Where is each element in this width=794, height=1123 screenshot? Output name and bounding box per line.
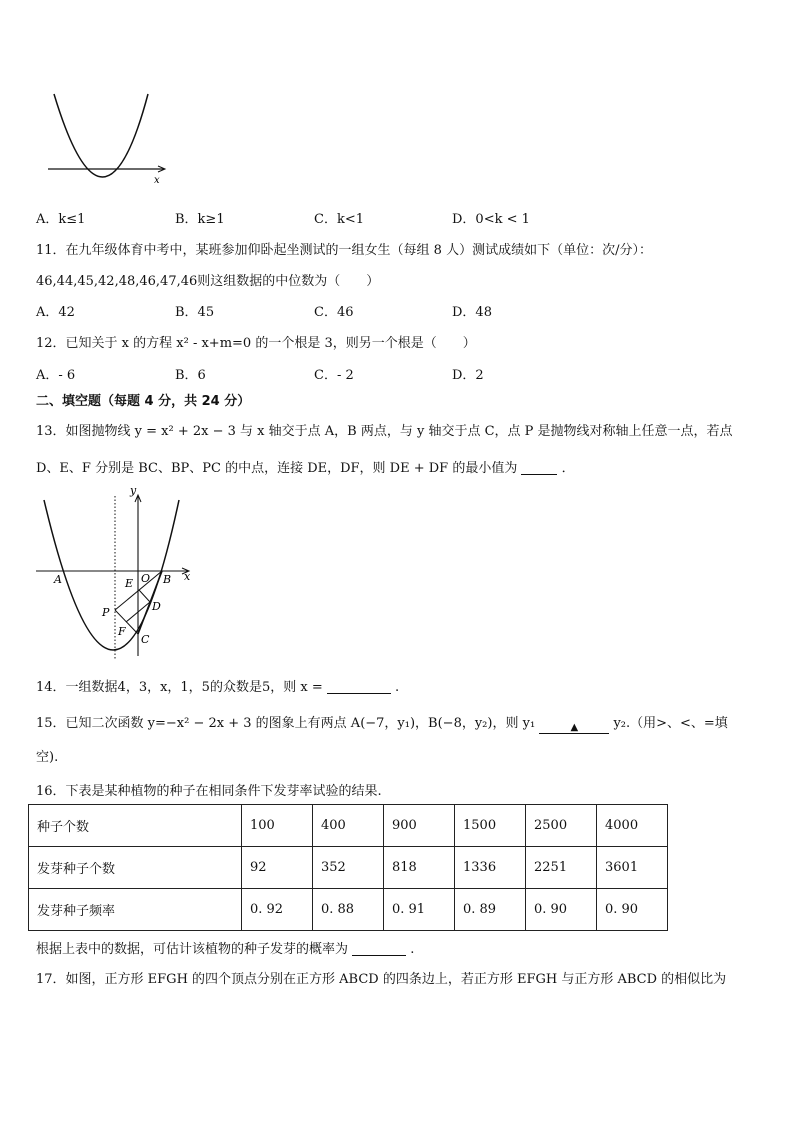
q13-label-f: F [118, 625, 126, 638]
table-row [29, 847, 668, 889]
q13-answer-blank[interactable] [521, 460, 557, 475]
q13-text-line2-body: D、E、F 分别是 BC、BP、PC 的中点，连接 DE，DF，则 DE + DF 的最小值为 [36, 461, 518, 476]
q13-label-y: y [130, 484, 137, 497]
q11-option-c: C．46 [314, 305, 354, 320]
q10-option-b: B．k≥1 [175, 212, 225, 227]
q13-label-b: B [163, 573, 172, 586]
table-cell: 种子个数 [29, 805, 242, 847]
table-cell: 900 [384, 805, 455, 847]
q13-segment-de [139, 590, 150, 602]
q13-label-d: D [152, 600, 161, 613]
q11-option-d: D．48 [452, 305, 492, 320]
q12-option-a: A．- 6 [36, 368, 76, 383]
q12-option-b: B．6 [175, 368, 206, 383]
q11-option-a: A．42 [36, 305, 75, 320]
q12-text: 12．已知关于 x 的方程 x² - x+m=0 的一个根是 3，则另一个根是（ ） [36, 336, 476, 351]
table-cell: 0. 89 [455, 889, 526, 931]
q10-option-c: C．k<1 [314, 212, 364, 227]
q13-label-o: O [141, 572, 151, 585]
q11-text-line1: 11．在九年级体育中考中，某班参加仰卧起坐测试的一组女生（每组 8 人）测试成绩如下（单位：次/分）： [36, 243, 652, 258]
table-cell: 0. 88 [313, 889, 384, 931]
q16-after-end: . [410, 942, 415, 957]
q14-text-body: 14．一组数据4，3，x，1，5的众数是5，则 x = [36, 680, 323, 695]
table-cell: 1336 [455, 847, 526, 889]
table-cell: 352 [313, 847, 384, 889]
q13-end: ． [561, 461, 575, 476]
table-cell: 1500 [455, 805, 526, 847]
q13-label-x: x [184, 570, 191, 583]
parabola-figure-top [40, 90, 180, 190]
q12-option-c: C．- 2 [314, 368, 354, 383]
x-axis-label: x [154, 175, 160, 186]
q13-parabola-figure [34, 484, 200, 664]
table-row [29, 805, 668, 847]
q13-label-c: C [141, 633, 150, 646]
q16-text: 16．下表是某种植物的种子在相同条件下发芽率试验的结果. [36, 784, 382, 799]
q14-answer-blank[interactable] [327, 679, 391, 694]
table-row [29, 889, 668, 931]
table-cell: 0. 91 [384, 889, 455, 931]
q13-text-line1: 13．如图抛物线 y = x² + 2x − 3 与 x 轴交于点 A，B 两点，与 y 轴交于点 C，点 P 是抛物线对称轴上任意一点，若点 [36, 424, 733, 439]
table-cell: 818 [384, 847, 455, 889]
table-cell: 发芽种子个数 [29, 847, 242, 889]
q14-end: . [395, 680, 400, 695]
q13-label-e: E [125, 577, 134, 590]
germination-table [28, 804, 668, 931]
q13-label-p: P [102, 606, 110, 619]
q12-option-d: D．2 [452, 368, 484, 383]
table-cell: 100 [242, 805, 313, 847]
table-cell: 3601 [597, 847, 668, 889]
q11-text-line2: 46,44,45,42,48,46,47,46则这组数据的中位数为（ ） [36, 274, 380, 289]
section-heading-fill-blank: 二、填空题（每题 4 分，共 24 分） [36, 394, 251, 409]
parabola-curve [54, 94, 148, 177]
q15-text-end: y₂.（用>、<、=填 [613, 716, 728, 731]
q10-option-d: D．0<k < 1 [452, 212, 530, 227]
q10-option-a: A．k≤1 [36, 212, 86, 227]
table-cell: 0. 92 [242, 889, 313, 931]
q15-text-line2: 空). [36, 750, 59, 765]
q13-parabola-curve [44, 500, 179, 650]
table-cell: 92 [242, 847, 313, 889]
table-cell: 发芽种子频率 [29, 889, 242, 931]
q16-after-body: 根据上表中的数据，可估计该植物的种子发芽的概率为 [36, 942, 349, 957]
table-cell: 0. 90 [597, 889, 668, 931]
table-cell: 400 [313, 805, 384, 847]
table-cell: 2251 [526, 847, 597, 889]
q17-text: 17．如图，正方形 EFGH 的四个顶点分别在正方形 ABCD 的四条边上，若正方形 EFGH 与正方形 ABCD 的相似比为 [36, 972, 727, 987]
table-cell: 4000 [597, 805, 668, 847]
q16-answer-blank[interactable] [352, 941, 406, 956]
q11-option-b: B．45 [175, 305, 215, 320]
q15-answer-blank[interactable] [539, 719, 609, 734]
q15-text-start: 15．已知二次函数 y=−x² − 2x + 3 的图象上有两点 A(−7，y₁)，B(−8，y₂)，则 y₁ [36, 716, 536, 731]
q14-text [36, 676, 399, 695]
q13-text-line2 [36, 457, 575, 476]
q13-label-a: A [54, 573, 62, 586]
q16-after-text [36, 938, 414, 957]
table-cell: 0. 90 [526, 889, 597, 931]
q15-text-line1 [36, 712, 728, 734]
triangle-marker-icon: ▲ [570, 722, 579, 733]
table-cell: 2500 [526, 805, 597, 847]
